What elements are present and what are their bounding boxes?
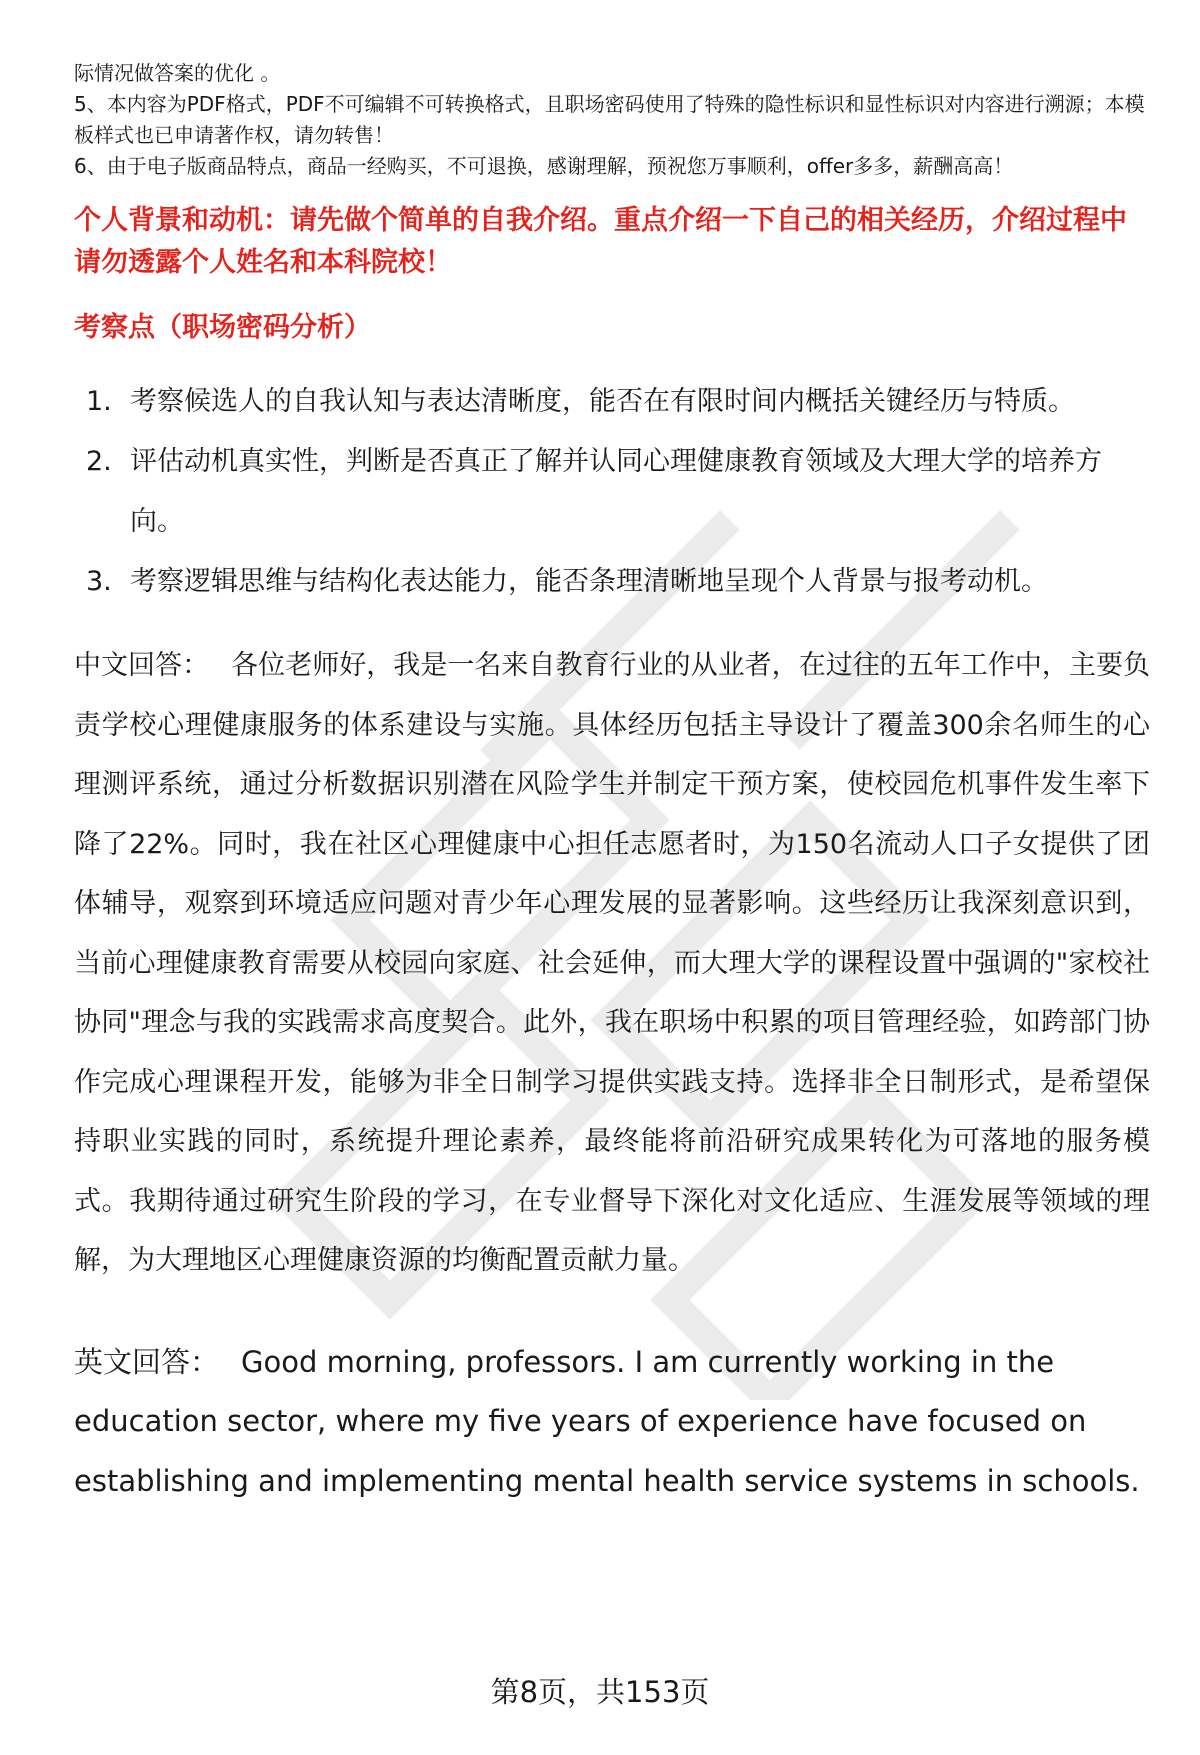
- chinese-answer-label: 中文回答：: [74, 650, 210, 681]
- analysis-heading: 考察点（职场密码分析）: [74, 312, 371, 343]
- notice-line: 6、由于电子版商品特点，商品一经购买，不可退换，感谢理解，预祝您万事顺利，offer多多，薪酬高高！: [74, 154, 1014, 178]
- list-item-text: 考察逻辑思维与结构化表达能力，能否条理清晰地呈现个人背景与报考动机。: [130, 566, 1048, 597]
- analysis-points-list: [74, 372, 1150, 612]
- chinese-answer-text: 各位老师好，我是一名来自教育行业的从业者，在过往的五年工作中，主要负责学校心理健康服务的体系建设与实施。具体经历包括主导设计了覆盖300余名师生的心理测评系统，通过分析数据识别潜在风险学生并制定干预方案，使校园危机事件发生率下降了22%。同时，我在社区心理健康中心担任志愿者时，为150名流动人口子女提供了团体辅导，观察到环境适应问题对青少年心理发展的显著影响。这些经历让我深刻意识到，当前心理健康教育需要从校园向家庭、社会延伸，而大理大学的课程设置中强调的"家校社协同"理念与我的实践需求高度契合。此外，我在职场中积累的项目管理经验，如跨部门协作完成心理课程开发，能够为非全日制学习提供实践支持。选择非全日制形式，是希望保持职业实践的同时，系统提升理论素养，最终能将前沿研究成果转化为可落地的服务模式。我期待通过研究生阶段的学习，在专业督导下深化对文化适应、生涯发展等领域的理解，为大理地区心理健康资源的均衡配置贡献力量。: [74, 650, 1151, 1276]
- english-answer: [74, 1333, 1150, 1512]
- notice-line: 5、本内容为PDF格式，PDF不可编辑不可转换格式，且职场密码使用了特殊的隐性标识和显性标识对内容进行溯源；本模板样式也已申请著作权，请勿转售！: [74, 92, 1145, 147]
- english-answer-text: Good morning, professors. I am currently working in the education sector, where my five years of experience have focused on establishing and implementing mental health service systems in schools.: [74, 1344, 1140, 1498]
- list-item-number: 1.: [86, 386, 112, 417]
- english-answer-label: 英文回答：: [74, 1344, 220, 1379]
- interview-question: 个人背景和动机：请先做个简单的自我介绍。重点介绍一下自己的相关经历，介绍过程中请勿透露个人姓名和本科院校！: [74, 205, 1127, 278]
- chinese-answer: [74, 636, 1150, 1291]
- page-content: [74, 58, 1150, 1511]
- page-number-footer: 第8页，共153页: [490, 1675, 710, 1709]
- list-item: [74, 372, 1150, 432]
- list-item-text: 评估动机真实性，判断是否真正了解并认同心理健康教育领域及大理大学的培养方向。: [130, 446, 1102, 537]
- list-item-number: 2.: [86, 446, 112, 477]
- list-item: [74, 552, 1150, 612]
- list-item-text: 考察候选人的自我认知与表达清晰度，能否在有限时间内概括关键经历与特质。: [130, 386, 1075, 417]
- list-item: [74, 432, 1150, 552]
- list-item-number: 3.: [86, 566, 112, 597]
- notice-line: 际情况做答案的优化 。: [74, 61, 281, 85]
- notice-block: [74, 58, 1150, 182]
